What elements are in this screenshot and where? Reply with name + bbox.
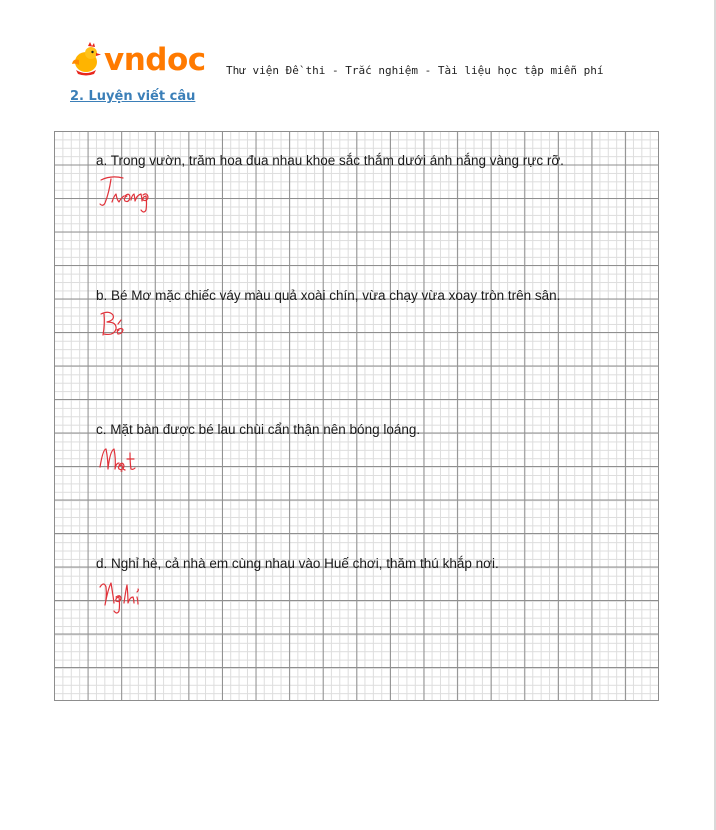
exercise-sentence-b: b. Bé Mơ mặc chiếc váy màu quả xoài chín, vừa chạy vừa xoay tròn trên sân. — [96, 288, 561, 303]
exercise-sentence-d: d. Nghỉ hè, cả nhà em cùng nhau vào Huế chơi, thăm thú khắp nơi. — [96, 556, 499, 571]
cursive-sample-nghi — [97, 575, 217, 619]
header — [70, 40, 650, 84]
cursive-sample-be — [97, 306, 217, 350]
cursive-sample-mat — [97, 441, 217, 485]
exercise-sentence-a: a. Trong vườn, trăm hoa đua nhau khoe sắc thắm dưới ánh nắng vàng rực rỡ. — [96, 153, 564, 168]
sample-word-nghi — [97, 575, 217, 619]
sample-word-be — [97, 306, 217, 350]
sample-word-trong — [97, 172, 217, 216]
logo-text: vndoc — [104, 42, 206, 78]
vndoc-logo[interactable] — [70, 40, 210, 80]
cursive-sample-trong — [97, 172, 217, 216]
exercise-sentence-c: c. Mặt bàn được bé lau chùi cẩn thận nên bóng loáng. — [96, 422, 421, 437]
sample-word-mat — [97, 441, 217, 485]
section-title: 2. Luyện viết câu — [70, 89, 196, 104]
tagline: Thư viện Đề thi - Trắc nghiệm - Tài liệu học tập miễn phí — [226, 64, 604, 77]
